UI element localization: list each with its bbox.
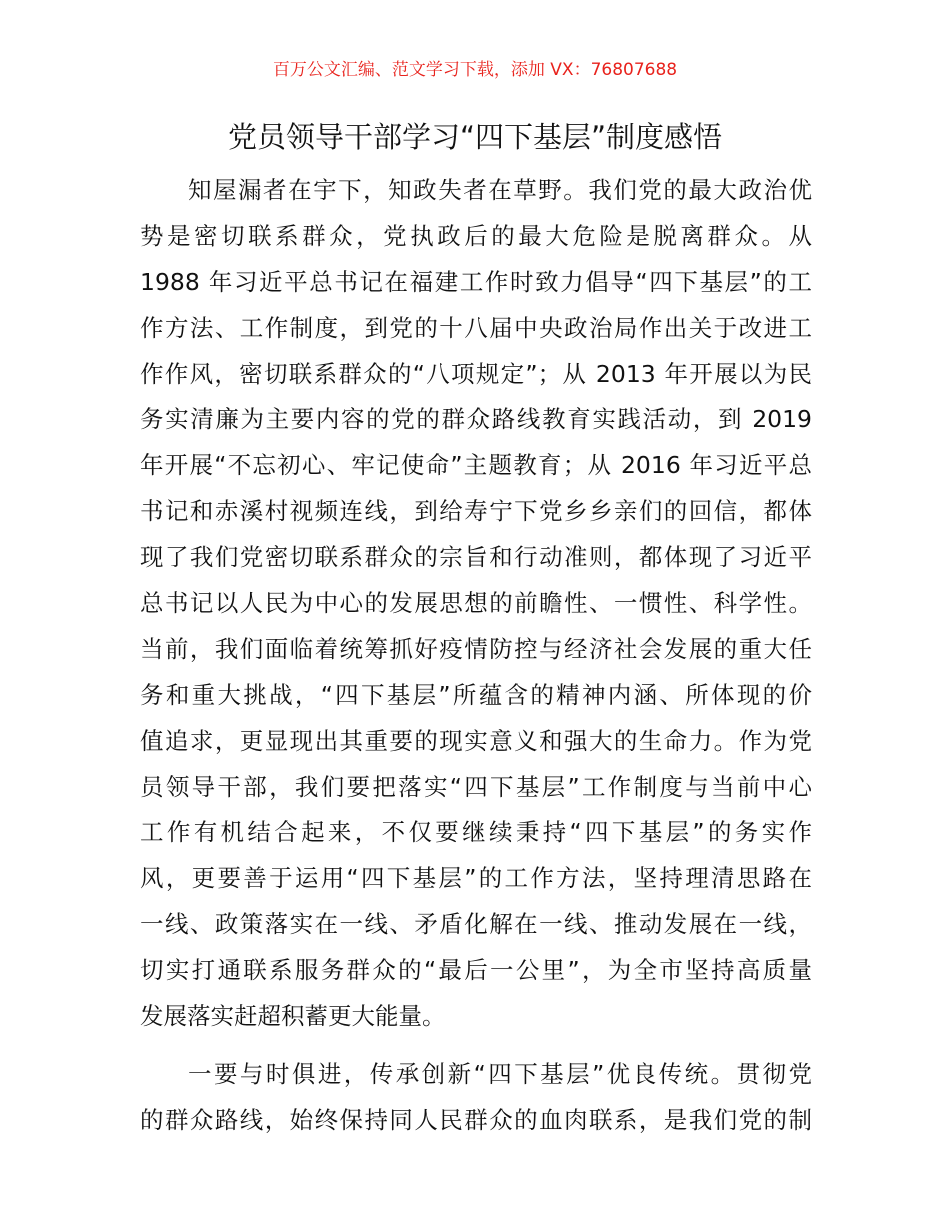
text-line: 1988 年习近平总书记在福建工作时致力倡导“四下基层”的工 [140, 267, 812, 296]
text-line: 值追求，更显现出其重要的现实意义和强大的生命力。作为党 [140, 726, 812, 755]
text-line: 一线、政策落实在一线、矛盾化解在一线、推动发展在一线， [140, 910, 812, 939]
paragraph [140, 1052, 812, 1144]
document-title: 党员领导干部学习“四下基层”制度感悟 [227, 120, 723, 154]
text-line: 势是密切联系群众，党执政后的最大危险是脱离群众。从 [140, 221, 812, 250]
download-banner: 百万公文汇编、范文学习下载，添加 VX：76807688 [272, 60, 678, 80]
text-line: 一要与时俱进，传承创新“四下基层”优良传统。贯彻党 [188, 1059, 812, 1088]
text-line: 员领导干部，我们要把落实“四下基层”工作制度与当前中心 [140, 772, 812, 801]
text-line: 工作有机结合起来，不仅要继续秉持“四下基层”的务实作 [140, 818, 812, 847]
text-line: 作作风，密切联系群众的“八项规定”；从 2013 年开展以为民 [140, 359, 812, 388]
document-body [140, 168, 812, 1144]
text-line: 风，更要善于运用“四下基层”的工作方法，坚持理清思路在 [140, 864, 812, 893]
text-line: 作方法、工作制度，到党的十八届中央政治局作出关于改进工 [140, 313, 812, 342]
text-line: 当前，我们面临着统筹抓好疫情防控与经济社会发展的重大任 [140, 634, 812, 663]
text-line: 的群众路线，始终保持同人民群众的血肉联系，是我们党的制 [140, 1105, 812, 1134]
text-line: 切实打通联系服务群众的“最后一公里”，为全市坚持高质量 [140, 956, 812, 985]
text-line: 年开展“不忘初心、牢记使命”主题教育；从 2016 年习近平总 [140, 451, 812, 480]
text-line: 知屋漏者在宇下，知政失者在草野。我们党的最大政治优 [188, 176, 812, 204]
text-line: 书记和赤溪村视频连线，到给寿宁下党乡乡亲们的回信，都体 [140, 497, 812, 526]
text-line: 务实清廉为主要内容的党的群众路线教育实践活动，到 2019 [140, 405, 812, 434]
text-line: 发展落实赶超积蓄更大能量。 [140, 1002, 446, 1031]
text-line: 务和重大挑战，“四下基层”所蕴含的精神内涵、所体现的价 [140, 680, 812, 709]
paragraph [140, 168, 812, 1040]
text-line: 现了我们党密切联系群众的宗旨和行动准则，都体现了习近平 [140, 543, 812, 572]
text-line: 总书记以人民为中心的发展思想的前瞻性、一惯性、科学性。 [140, 589, 812, 618]
